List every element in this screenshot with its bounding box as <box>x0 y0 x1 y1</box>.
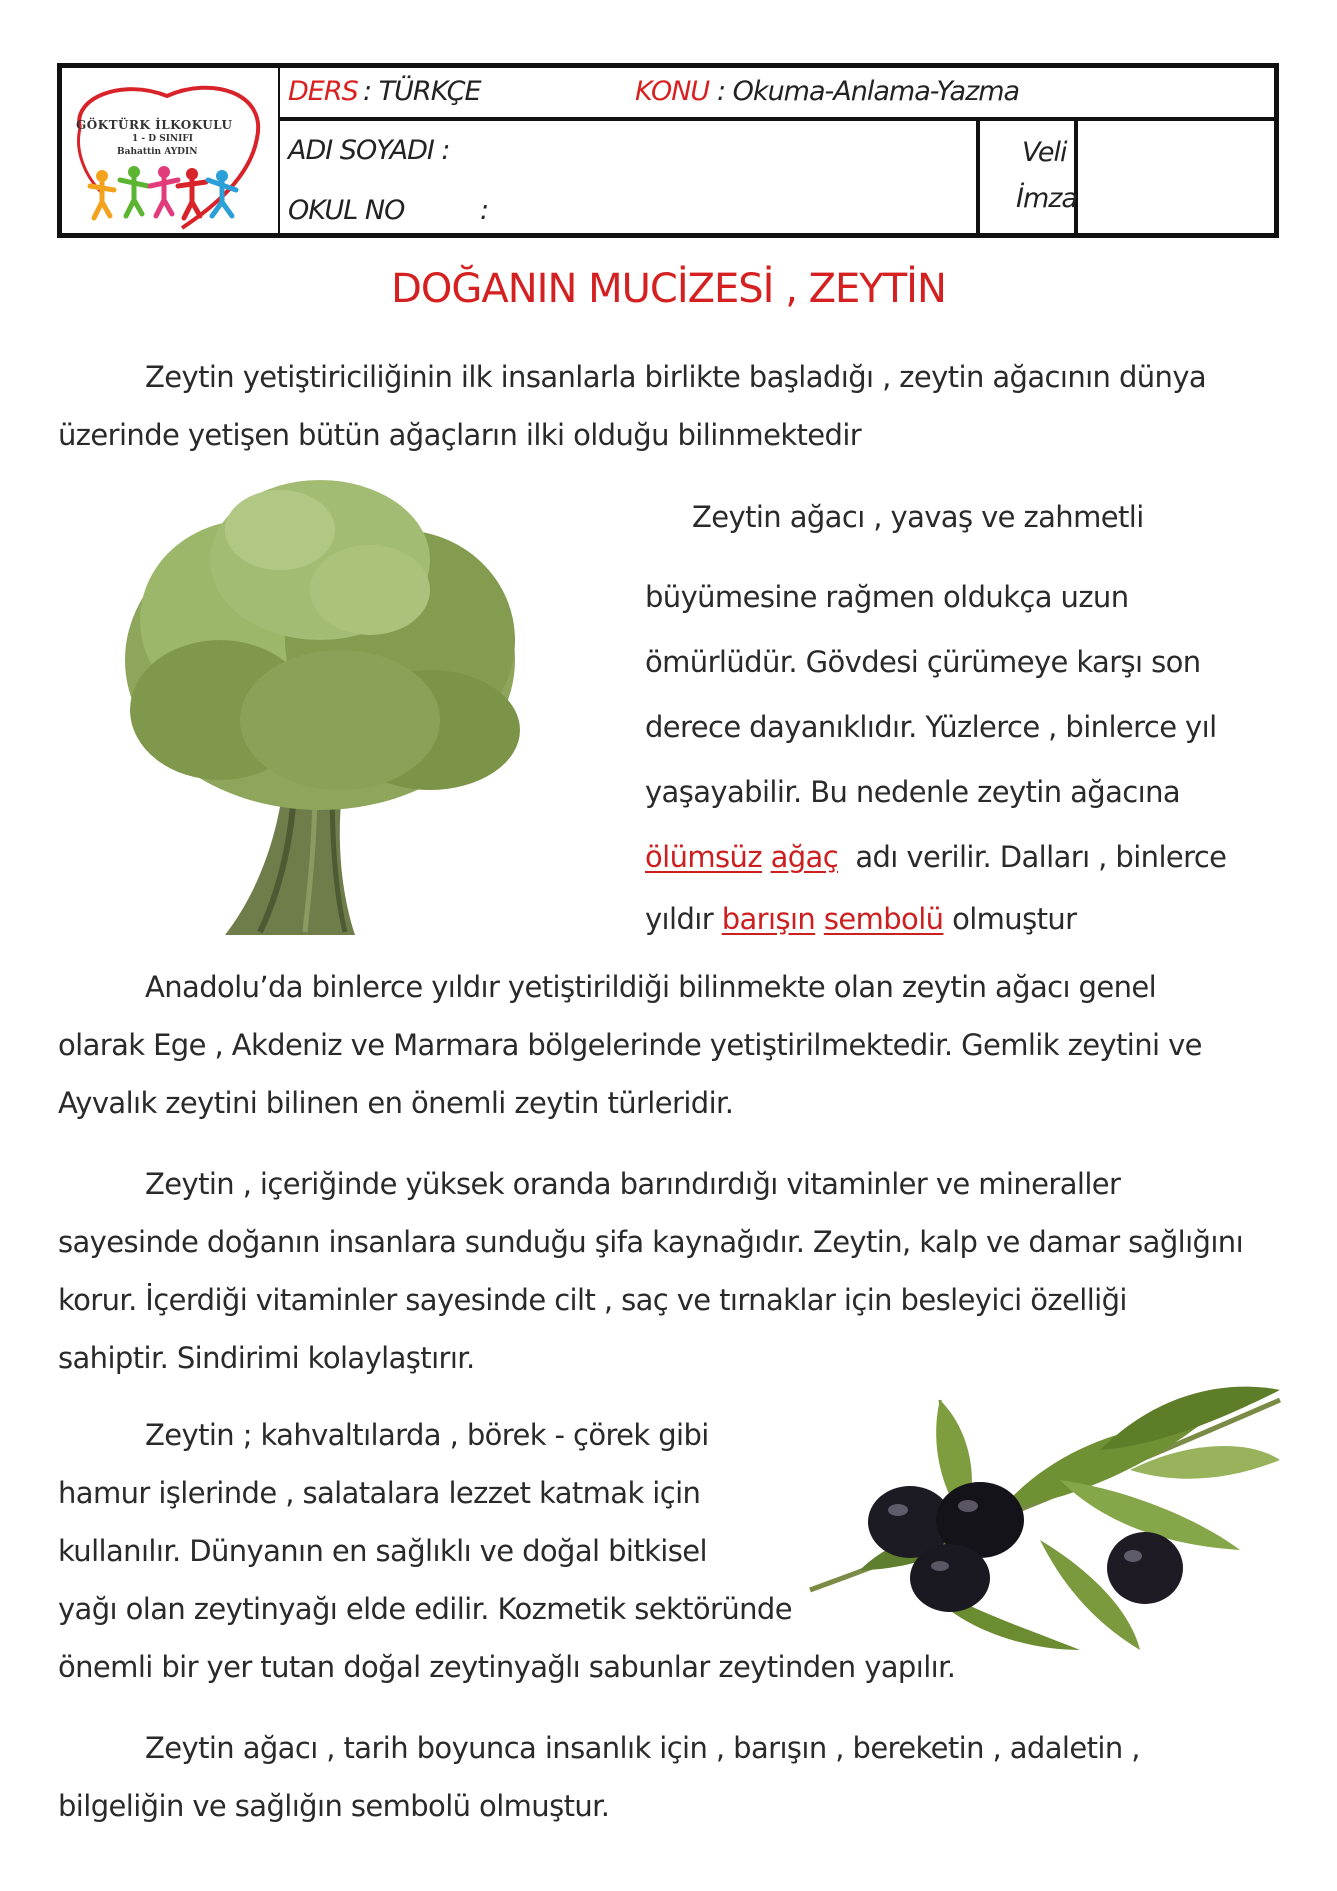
olive-tree-image <box>110 470 550 940</box>
highlight-barisin: barışın <box>721 902 816 936</box>
highlight-olumsuz: ölümsüz <box>645 840 762 874</box>
paragraph-1-line-2: üzerinde yetişen bütün ağaçların ilki olduğu bilinmektedir <box>58 418 862 452</box>
paragraph-3-line-3: Ayvalık zeytini bilinen en önemli zeytin türleridir. <box>58 1086 734 1120</box>
paragraph-2-line-4: derece dayanıklıdır. Yüzlerce , binlerce yıl <box>645 710 1217 744</box>
paragraph-4-line-3: korur. İçerdiği vitaminler sayesinde cilt , saç ve tırnaklar için besleyici özelliği <box>58 1283 1127 1317</box>
name-label: ADI SOYADI : <box>288 135 450 166</box>
highlight-agac: ağaç <box>770 840 839 874</box>
paragraph-2-line-6 <box>645 840 1226 874</box>
paragraph-2-line-6-rest: adı verilir. Dalları , binlerce <box>855 840 1227 874</box>
paragraph-5-line-2: hamur işlerinde , salatalara lezzet katmak için <box>58 1476 701 1510</box>
logo-class-name: 1 - D SINIFI <box>132 134 193 144</box>
paragraph-2-line-7-pre: yıldır <box>645 902 714 936</box>
logo-school-name: GÖKTÜRK İLKOKULU <box>76 118 233 132</box>
veli-label: Veli <box>1022 137 1067 168</box>
student-info-cell[interactable] <box>280 121 980 233</box>
imza-label: İmza <box>1016 183 1077 214</box>
paragraph-2-line-7 <box>645 902 1076 936</box>
parent-signature-label-cell <box>980 121 1078 233</box>
school-no-colon: : <box>480 195 489 226</box>
ders-value: : TÜRKÇE <box>363 76 481 107</box>
paragraph-3-line-1: Anadolu’da binlerce yıldır yetiştirildiği bilinmekte olan zeytin ağacı genel <box>145 970 1157 1004</box>
parent-signature-box[interactable] <box>1078 121 1274 233</box>
paragraph-4-line-4: sahiptir. Sindirimi kolaylaştırır. <box>58 1341 475 1375</box>
paragraph-3-line-2: olarak Ege , Akdeniz ve Marmara bölgelerinde yetiştirilmektedir. Gemlik zeytini ve <box>58 1028 1202 1062</box>
worksheet-header <box>57 63 1279 238</box>
paragraph-5-line-3: kullanılır. Dünyanın en sağlıklı ve doğal bitkisel <box>58 1534 707 1568</box>
page-title: DOĞANIN MUCİZESİ , ZEYTİN <box>391 266 946 312</box>
logo-teacher-name: Bahattin AYDIN <box>117 147 198 157</box>
paragraph-5-line-1: Zeytin ; kahvaltılarda , börek - çörek gibi <box>145 1418 709 1452</box>
school-no-label: OKUL NO <box>288 195 405 226</box>
paragraph-6-line-1: Zeytin ağacı , tarih boyunca insanlık için , barışın , bereketin , adaletin , <box>145 1731 1140 1765</box>
paragraph-2-line-3: ömürlüdür. Gövdesi çürümeye karşı son <box>645 645 1201 679</box>
konu-label: KONU <box>635 76 710 107</box>
konu-value: : Okuma-Anlama-Yazma <box>717 76 1020 107</box>
paragraph-2-line-5: yaşayabilir. Bu nedenle zeytin ağacına <box>645 775 1181 809</box>
paragraph-6-line-2: bilgeliğin ve sağlığın sembolü olmuştur. <box>58 1789 610 1823</box>
paragraph-5-line-5: önemli bir yer tutan doğal zeytinyağlı sabunlar zeytinden yapılır. <box>58 1650 956 1684</box>
paragraph-5-line-4: yağı olan zeytinyağı elde edilir. Kozmetik sektöründe <box>58 1592 792 1626</box>
highlight-sembolu: sembolü <box>823 902 944 936</box>
ders-label: DERS <box>288 76 358 107</box>
school-logo-cell <box>62 68 280 233</box>
paragraph-2-line-7-rest: olmuştur <box>952 902 1077 936</box>
paragraph-2-line-1: Zeytin ağacı , yavaş ve zahmetli <box>692 500 1144 534</box>
paragraph-4-line-1: Zeytin , içeriğinde yüksek oranda barındırdığı vitaminler ve mineraller <box>145 1167 1121 1201</box>
paragraph-2-line-2: büyümesine rağmen oldukça uzun <box>645 580 1129 614</box>
paragraph-1-line-1: Zeytin yetiştiriciliğinin ilk insanlarla birlikte başladığı , zeytin ağacının dünya <box>145 360 1207 394</box>
paragraph-4-line-2: sayesinde doğanın insanlara sunduğu şifa kaynağıdır. Zeytin, kalp ve damar sağlığını <box>58 1225 1244 1259</box>
header-row-subject <box>280 68 1274 121</box>
olive-branch-image <box>800 1380 1290 1660</box>
